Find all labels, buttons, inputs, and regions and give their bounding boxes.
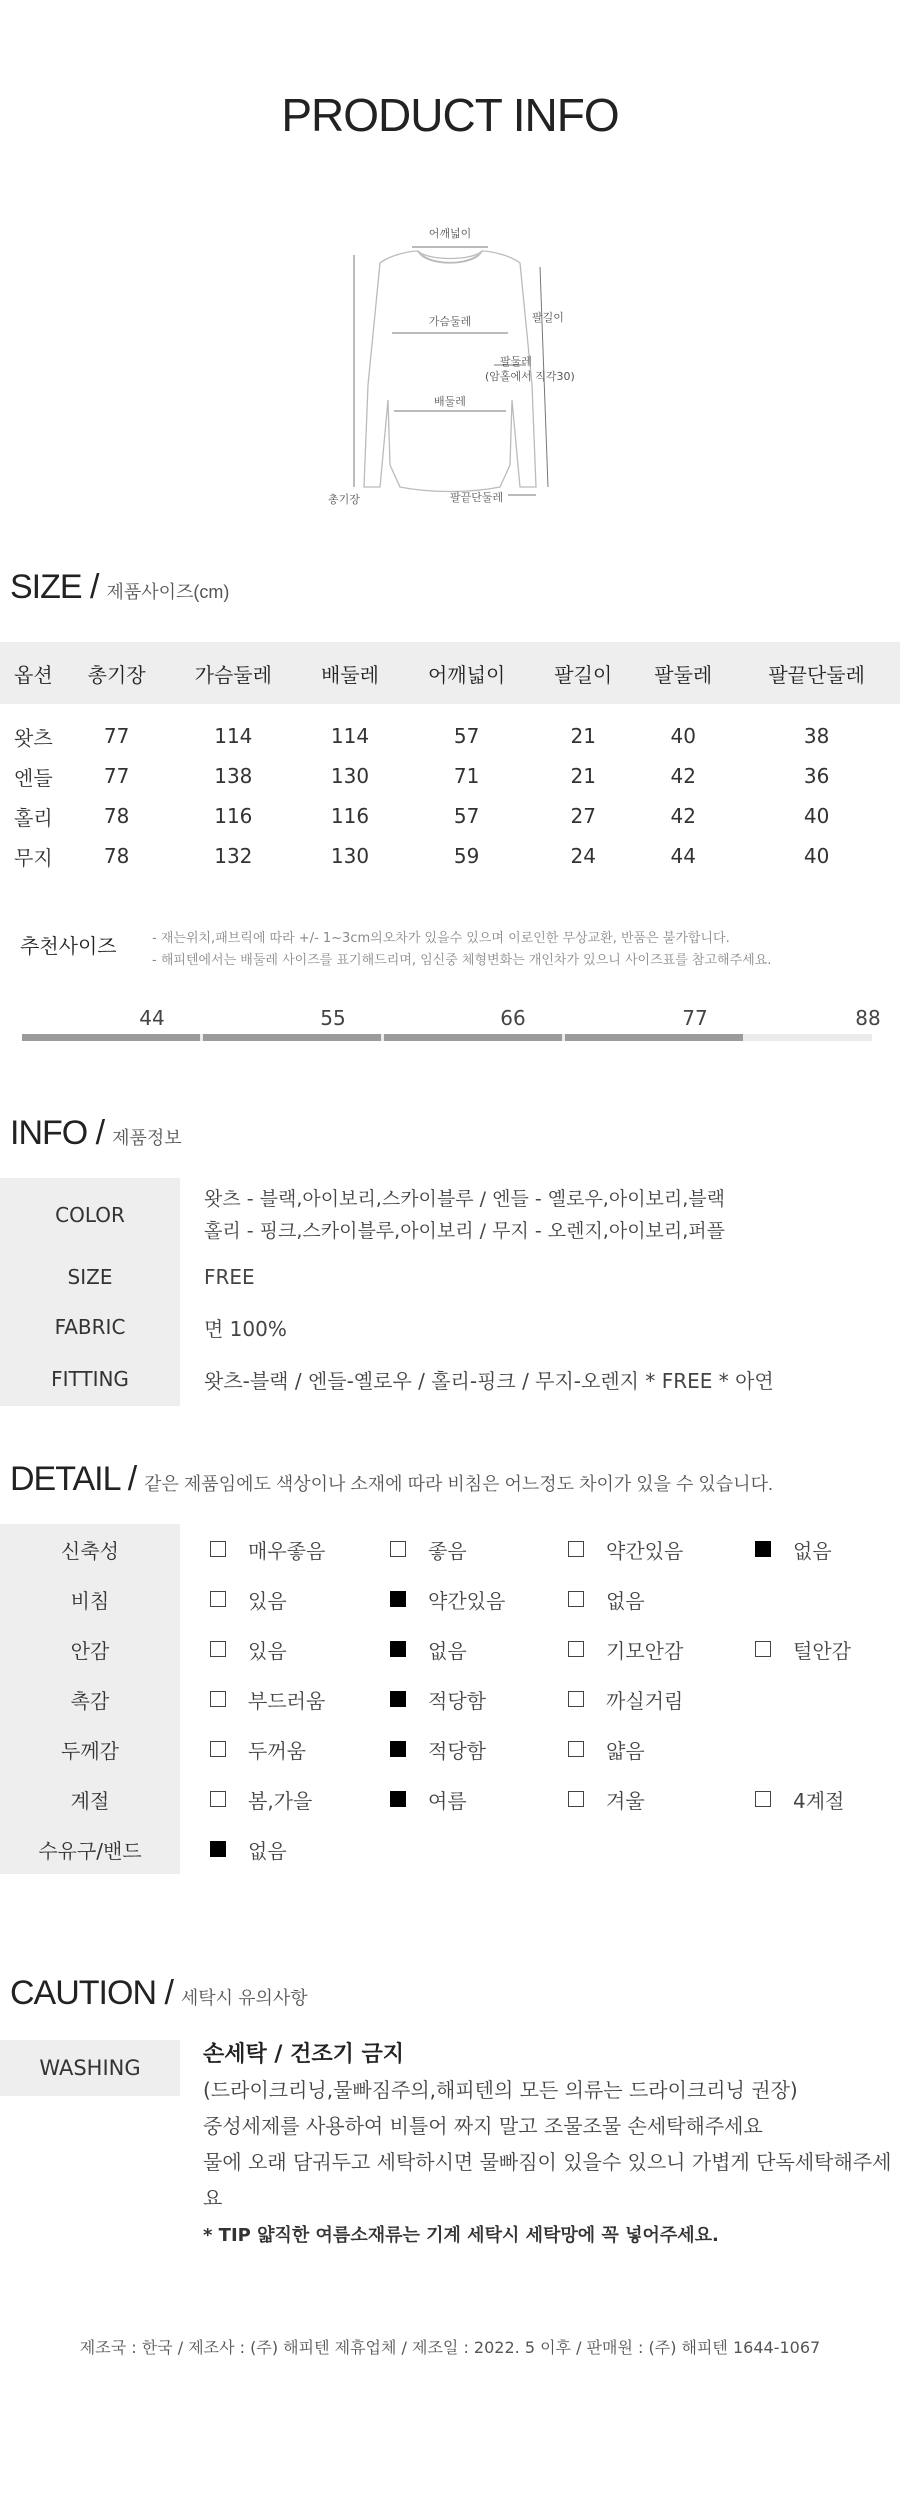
- size-table: [0, 642, 900, 876]
- option-label: 여름: [428, 1788, 467, 1813]
- table-cell: 57: [453, 724, 480, 748]
- checkbox: [210, 1791, 226, 1807]
- caution-section-title: CAUTION /: [10, 1974, 173, 2012]
- detail-option: [568, 1674, 683, 1724]
- info-label: SIZE: [0, 1252, 180, 1302]
- table-cell: 왓츠: [14, 725, 53, 750]
- option-label: 적당함: [428, 1738, 486, 1763]
- diagram-label-sleeve-length: 팔길이: [532, 311, 564, 324]
- table-cell: 57: [453, 804, 480, 828]
- detail-option: [210, 1724, 306, 1774]
- checkbox: [755, 1641, 771, 1657]
- table-row: [0, 836, 900, 876]
- option-label: 부드러움: [248, 1688, 326, 1713]
- table-cell: 116: [330, 804, 370, 828]
- table-cell: 114: [330, 724, 370, 748]
- detail-option: [210, 1574, 287, 1624]
- table-cell: 130: [330, 764, 370, 788]
- detail-option: [210, 1674, 325, 1724]
- option-label: 매우좋음: [248, 1538, 326, 1563]
- info-label: FABRIC: [0, 1302, 180, 1352]
- scale-segment-55: [203, 1034, 381, 1041]
- option-label: 적당함: [428, 1688, 486, 1713]
- table-cell: 40: [670, 724, 696, 748]
- caution-section-heading: [10, 1974, 308, 2013]
- checkbox: [568, 1641, 584, 1657]
- detail-section-subtitle: 같은 제품임에도 색상이나 소재에 따라 비침은 어느정도 차이가 있을 수 있습니다.: [144, 1474, 773, 1494]
- table-cell: 21: [570, 724, 596, 748]
- checkbox: [390, 1541, 406, 1557]
- checkbox: [568, 1791, 584, 1807]
- info-value-fabric: 면 100%: [204, 1316, 287, 1341]
- detail-option: [568, 1624, 683, 1674]
- info-label: COLOR: [0, 1178, 180, 1252]
- checkbox: [568, 1741, 584, 1757]
- size-section-title: SIZE /: [10, 568, 99, 606]
- table-cell: 130: [330, 844, 370, 868]
- table-cell: 36: [803, 764, 830, 788]
- table-cell: 59: [453, 844, 480, 868]
- detail-options: [180, 1774, 900, 1824]
- info-value-fitting: 왓츠-블랙 / 엔들-옐로우 / 홀리-핑크 / 무지-오렌지 * FREE * 아연: [204, 1368, 774, 1393]
- table-cell: 116: [214, 804, 253, 828]
- table-cell: 40: [803, 844, 830, 868]
- option-label: 없음: [428, 1638, 467, 1663]
- detail-row: [0, 1824, 900, 1874]
- checkbox: [210, 1541, 226, 1557]
- table-cell: 42: [670, 804, 696, 828]
- page-title: PRODUCT INFO: [281, 89, 619, 141]
- detail-option: [755, 1524, 832, 1574]
- detail-option: [568, 1724, 645, 1774]
- option-label: 약간있음: [606, 1538, 684, 1563]
- option-label: 약간있음: [428, 1588, 506, 1613]
- detail-label: 안감: [0, 1624, 180, 1674]
- table-cell: 77: [103, 724, 130, 748]
- table-cell: 홀리: [14, 805, 53, 830]
- detail-options: [180, 1674, 900, 1724]
- detail-options: [180, 1574, 900, 1624]
- size-scale-labels: [0, 1006, 900, 1036]
- diagram-label-chest: 가슴둘레: [428, 315, 472, 328]
- color-line: 왓츠 - 블랙,아이보리,스카이블루 / 엔들 - 옐로우,아이보리,블랙: [204, 1188, 726, 1210]
- info-section-heading: [10, 1114, 182, 1153]
- diagram-label-arm-circ: 팔둘레: [500, 355, 532, 368]
- scale-label: 66: [500, 1006, 526, 1030]
- recommend-notes: [152, 928, 771, 972]
- info-section-subtitle: 제품정보: [112, 1128, 182, 1148]
- info-row-fabric: [0, 1302, 900, 1352]
- detail-options: [180, 1724, 900, 1774]
- detail-option: [568, 1524, 683, 1574]
- recommend-note: - 재는위치,패브릭에 따라 +/- 1~3cm의오차가 있을수 있으며 이로인한 무상교환, 반품은 불가합니다.: [152, 931, 730, 946]
- checkbox: [210, 1741, 226, 1757]
- detail-options: [180, 1624, 900, 1674]
- washing-headline: 손세탁 / 건조기 금지: [203, 2042, 405, 2067]
- info-value-size: FREE: [204, 1265, 255, 1289]
- detail-option: [390, 1574, 505, 1624]
- option-label: 털안감: [793, 1638, 851, 1663]
- detail-option: [210, 1524, 325, 1574]
- diagram-label-cuff: 팔끝단둘레: [450, 491, 504, 504]
- option-label: 까실거림: [606, 1688, 684, 1713]
- scale-label: 88: [855, 1006, 881, 1030]
- checkbox: [568, 1541, 584, 1557]
- detail-option: [568, 1774, 645, 1824]
- detail-options: [180, 1824, 900, 1874]
- table-cell: 44: [670, 844, 696, 868]
- checkbox: [568, 1591, 584, 1607]
- detail-option: [755, 1624, 851, 1674]
- col-header: 배둘레: [300, 642, 400, 704]
- detail-section-title: DETAIL /: [10, 1460, 137, 1498]
- option-label: 없음: [606, 1588, 645, 1613]
- diagram-label-total-length: 총기장: [328, 493, 360, 506]
- scale-label: 55: [320, 1006, 346, 1030]
- info-section-title: INFO /: [10, 1114, 105, 1152]
- checkbox: [210, 1641, 226, 1657]
- col-header: 팔둘레: [633, 642, 733, 704]
- table-cell: 엔들: [14, 765, 53, 790]
- checkbox: [210, 1691, 226, 1707]
- checkbox: [390, 1591, 406, 1607]
- option-label: 4계절: [793, 1788, 845, 1813]
- scale-segment-44: [22, 1034, 200, 1041]
- table-row: [0, 756, 900, 796]
- table-row: [0, 704, 900, 756]
- detail-section-heading: [10, 1460, 773, 1499]
- checkbox: [390, 1691, 406, 1707]
- detail-option: [390, 1524, 467, 1574]
- detail-option: [755, 1774, 844, 1824]
- checkbox: [568, 1691, 584, 1707]
- detail-option: [390, 1724, 486, 1774]
- option-label: 좋음: [428, 1538, 467, 1563]
- detail-option: [390, 1624, 467, 1674]
- detail-table: [0, 1524, 900, 1874]
- option-label: 얇음: [606, 1738, 645, 1763]
- table-cell: 132: [214, 844, 253, 868]
- info-row-color: [0, 1178, 900, 1252]
- table-cell: 27: [570, 804, 596, 828]
- size-diagram: [300, 215, 600, 515]
- detail-row: [0, 1724, 900, 1774]
- table-cell: 71: [453, 764, 480, 788]
- option-label: 기모안감: [606, 1638, 684, 1663]
- option-label: 겨울: [606, 1788, 645, 1813]
- col-header: 가슴둘레: [167, 642, 300, 704]
- table-cell: 40: [803, 804, 830, 828]
- color-line: 홀리 - 핑크,스카이블루,아이보리 / 무지 - 오렌지,아이보리,퍼플: [204, 1220, 726, 1242]
- detail-label: 수유구/밴드: [0, 1824, 180, 1874]
- detail-row: [0, 1674, 900, 1724]
- size-table-header: [0, 642, 900, 704]
- col-header: 옵션: [0, 642, 67, 704]
- detail-row: [0, 1524, 900, 1574]
- checkbox: [210, 1591, 226, 1607]
- detail-option: [210, 1624, 287, 1674]
- size-section-subtitle: 제품사이즈(cm): [106, 582, 230, 602]
- diagram-label-arm-note: (암홀에서 직각30): [485, 370, 575, 383]
- manufacturer-footer: 제조국 : 한국 / 제조사 : (주) 해피텐 제휴업체 / 제조일 : 2022. 5 이후 / 판매원 : (주) 해피텐 1644-1067: [79, 2338, 821, 2357]
- option-label: 두꺼움: [248, 1738, 306, 1763]
- detail-option: [390, 1774, 467, 1824]
- caution-section-subtitle: 세탁시 유의사항: [180, 1988, 308, 2008]
- scale-label: 77: [682, 1006, 708, 1030]
- detail-option: [568, 1574, 645, 1624]
- recommend-note: - 해피텐에서는 배둘레 사이즈를 표기해드리며, 임신중 체형변화는 개인차가 있으니 사이즈표를 참고해주세요.: [152, 953, 772, 968]
- detail-options: [180, 1524, 900, 1574]
- detail-label: 비침: [0, 1574, 180, 1624]
- info-value-color: [180, 1178, 900, 1252]
- table-cell: 21: [570, 764, 596, 788]
- col-header: 팔길이: [533, 642, 633, 704]
- checkbox: [390, 1641, 406, 1657]
- scale-segment-77: [565, 1034, 743, 1041]
- checkbox: [390, 1741, 406, 1757]
- checkbox: [755, 1791, 771, 1807]
- table-cell: 138: [214, 764, 253, 788]
- detail-row: [0, 1624, 900, 1674]
- detail-label: 신축성: [0, 1524, 180, 1574]
- table-cell: 42: [670, 764, 696, 788]
- table-cell: 114: [214, 724, 253, 748]
- table-cell: 78: [103, 844, 130, 868]
- washing-label: WASHING: [0, 2040, 180, 2096]
- option-label: 없음: [793, 1538, 832, 1563]
- diagram-label-waist: 배둘레: [434, 395, 466, 408]
- scale-label: 44: [139, 1006, 165, 1030]
- col-header: 팔끝단둘레: [733, 642, 900, 704]
- size-scale-bar: [22, 1034, 872, 1041]
- table-row: [0, 796, 900, 836]
- diagram-label-shoulder: 어깨넓이: [428, 227, 472, 240]
- scale-segment-66: [384, 1034, 562, 1041]
- detail-option: [210, 1824, 287, 1874]
- washing-line: 물에 오래 담궈두고 세탁하시면 물빠짐이 있을수 있으니 가볍게 단독세탁해주세요: [203, 2150, 892, 2210]
- washing-instructions: [203, 2038, 893, 2256]
- info-table: [0, 1178, 900, 1406]
- col-header: 총기장: [67, 642, 167, 704]
- table-cell: 24: [570, 844, 596, 868]
- washing-line: (드라이크리닝,물빠짐주의,해피텐의 모든 의류는 드라이크리닝 권장): [203, 2078, 798, 2102]
- option-label: 봄,가을: [248, 1788, 313, 1813]
- recommend-title: 추천사이즈: [20, 934, 117, 958]
- detail-label: 계절: [0, 1774, 180, 1824]
- checkbox: [210, 1841, 226, 1857]
- checkbox: [390, 1791, 406, 1807]
- option-label: 있음: [248, 1588, 287, 1613]
- tshirt-diagram: [300, 215, 600, 515]
- detail-option: [390, 1674, 486, 1724]
- checkbox: [755, 1541, 771, 1557]
- col-header: 어깨넓이: [400, 642, 533, 704]
- washing-line: 중성세제를 사용하여 비틀어 짜지 말고 조물조물 손세탁해주세요: [203, 2114, 763, 2138]
- info-label: FITTING: [0, 1352, 180, 1406]
- table-cell: 무지: [14, 845, 53, 870]
- table-cell: 77: [103, 764, 130, 788]
- info-row-fitting: [0, 1352, 900, 1406]
- detail-option: [210, 1774, 312, 1824]
- option-label: 없음: [248, 1838, 287, 1863]
- detail-label: 두께감: [0, 1724, 180, 1774]
- detail-row: [0, 1574, 900, 1624]
- table-cell: 78: [103, 804, 130, 828]
- washing-tip: * TIP 얇직한 여름소재류는 기계 세탁시 세탁망에 꼭 넣어주세요.: [203, 2225, 719, 2246]
- detail-label: 촉감: [0, 1674, 180, 1724]
- detail-row: [0, 1774, 900, 1824]
- option-label: 있음: [248, 1638, 287, 1663]
- size-section-heading: [10, 568, 229, 607]
- table-cell: 38: [803, 724, 830, 748]
- info-row-size: [0, 1252, 900, 1302]
